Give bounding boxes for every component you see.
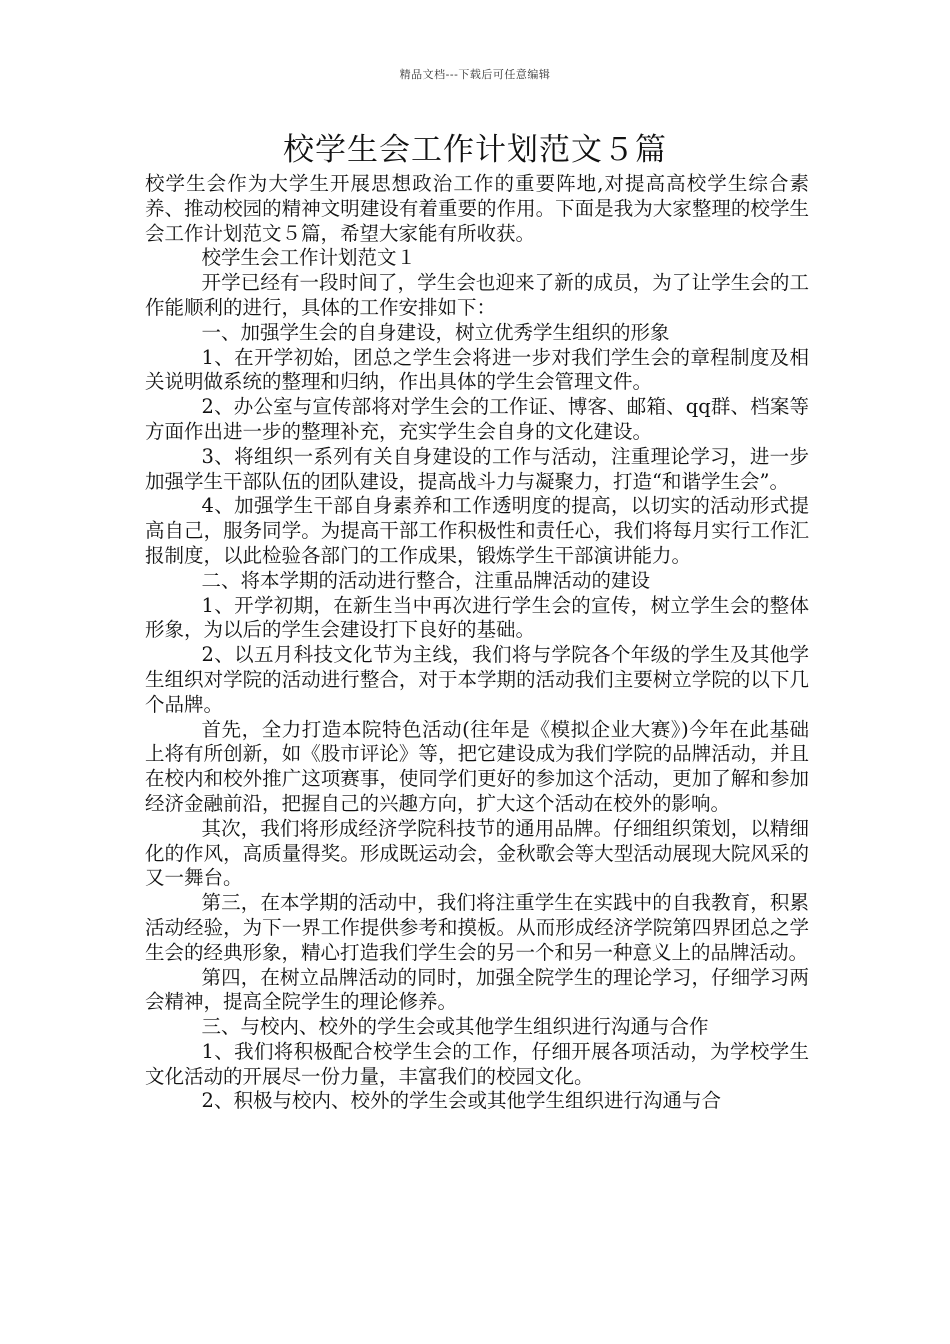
paragraph: 1、我们将积极配合校学生会的工作，仔细开展各项活动，为学校学生文化活动的开展尽一份力量，丰富我们的校园文化。 <box>145 1039 809 1088</box>
paragraph: 首先，全力打造本院特色活动(往年是《模拟企业大赛》)今年在此基础上将有所创新，如《股市评论》等，把它建设成为我们学院的品牌活动，并且在校内和校外推广这项赛事，使同学们更好的参加这个活动，更加了解和参加经济金融前沿，把握自己的兴趣方向，扩大这个活动在校外的影响。 <box>145 717 809 815</box>
paragraph: 2、办公室与宣传部将对学生会的工作证、博客、邮箱、qq群、档案等方面作出进一步的整理补充，充实学生会自身的文化建设。 <box>145 395 809 443</box>
section-heading: 校学生会工作计划范文１ <box>201 246 417 270</box>
paragraph: 1、开学初期，在新生当中再次进行学生会的宣传，树立学生会的整体形象，为以后的学生会建设打下良好的基础。 <box>145 593 809 642</box>
paragraph: 1、在开学初始，团总之学生会将进一步对我们学生会的章程制度及相关说明做系统的整理和归纳，作出具体的学生会管理文件。 <box>145 345 809 394</box>
paragraph: 3、将组织一系列有关自身建设的工作与活动，注重理论学习，进一步加强学生干部队伍的团队建设，提高战斗力与凝聚力，打造“和谐学生会”。 <box>145 444 809 493</box>
header-note: 精品文档---下载后可任意编辑 <box>399 68 551 81</box>
paragraph: 第三，在本学期的活动中，我们将注重学生在实践中的自我教育，积累活动经验，为下一界工作提供参考和摸板。从而形成经济学院第四界团总之学生会的经典形象，精心打造我们学生会的另一个和另一种意义上的品牌活动。 <box>145 891 809 964</box>
paragraph: 开学已经有一段时间了，学生会也迎来了新的成员，为了让学生会的工作能顺利的进行，具体的工作安排如下： <box>145 271 809 319</box>
section-heading: 三、与校内、校外的学生会或其他学生组织进行沟通与合作 <box>201 1015 709 1039</box>
paragraph: 第四，在树立品牌活动的同时，加强全院学生的理论学习，仔细学习两会精神，提高全院学生的理论修养。 <box>145 965 809 1014</box>
paragraph: 其次，我们将形成经济学院科技节的通用品牌。仔细组织策划，以精细化的作风，高质量得奖。形成既运动会，金秋歌会等大型活动展现大院风采的又一舞台。 <box>145 816 809 890</box>
intro-paragraph: 校学生会作为大学生开展思想政治工作的重要阵地,对提高高校学生综合素养、推动校园的精神文明建设有着重要的作用。下面是我为大家整理的校学生会工作计划范文５篇，希望大家能有所收获。 <box>145 172 809 245</box>
section-heading: 一、加强学生会的自身建设，树立优秀学生组织的形象 <box>201 320 670 344</box>
paragraph: 2、积极与校内、校外的学生会或其他学生组织进行沟通与合 <box>201 1089 721 1113</box>
paragraph: 2、以五月科技文化节为主线，我们将与学院各个年级的学生及其他学生组织对学院的活动进行整合，对于本学期的活动我们主要树立学院的以下几个品牌。 <box>145 643 809 716</box>
document-title: 校学生会工作计划范文５篇 <box>283 132 667 168</box>
paragraph: 4、加强学生干部自身素养和工作透明度的提高，以切实的活动形式提高自己，服务同学。为提高干部工作积极性和责任心，我们将每月实行工作汇报制度，以此检验各部门的工作成果，锻炼学生干部演讲能力。 <box>145 494 809 567</box>
section-heading: 二、将本学期的活动进行整合，注重品牌活动的建设 <box>201 568 651 592</box>
document-body <box>145 172 809 1114</box>
